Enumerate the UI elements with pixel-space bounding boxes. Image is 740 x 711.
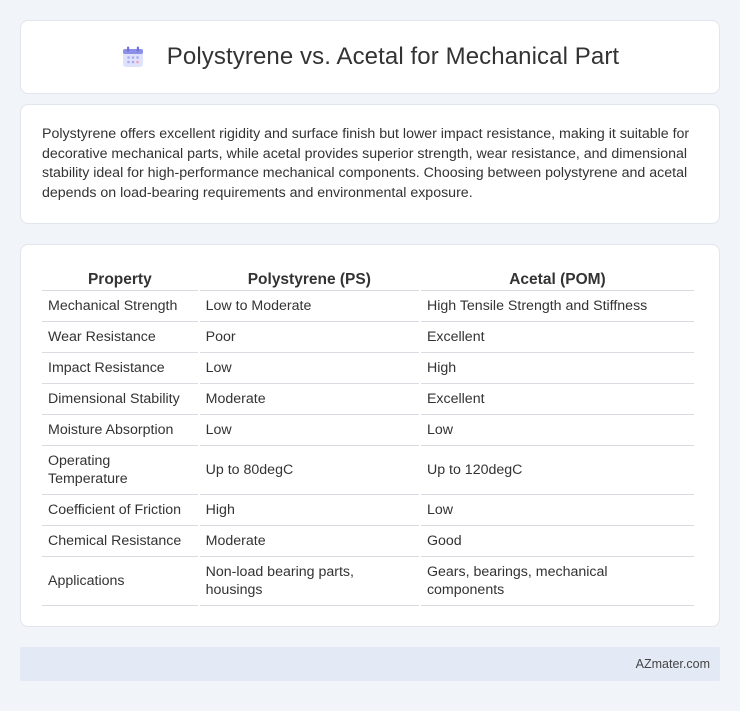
property-cell: Impact Resistance bbox=[42, 353, 198, 384]
property-cell: Moisture Absorption bbox=[42, 415, 198, 446]
property-cell: Operating Temperature bbox=[42, 446, 198, 495]
property-cell: Mechanical Strength bbox=[42, 291, 198, 322]
summary-paragraph: Polystyrene offers excellent rigidity and surface finish but lower impact resistance, making it suitable for decorative mechanical parts, while acetal provides superior strength, wear resistance, and dimensional stability ideal for high-performance mechanical components. Choosing between polystyrene and acetal depends on load-bearing requirements and environmental exposure. bbox=[42, 126, 690, 201]
acetal-cell: Gears, bearings, mechanical components bbox=[421, 557, 694, 606]
table-row bbox=[42, 526, 694, 557]
comparison-table bbox=[40, 263, 696, 606]
header-polystyrene: Polystyrene (PS) bbox=[200, 263, 419, 291]
acetal-cell: Good bbox=[421, 526, 694, 557]
polystyrene-cell: Moderate bbox=[200, 384, 419, 415]
acetal-cell: Low bbox=[421, 495, 694, 526]
table-row bbox=[42, 291, 694, 322]
acetal-cell: High Tensile Strength and Stiffness bbox=[421, 291, 694, 322]
table-row bbox=[42, 446, 694, 495]
polystyrene-cell: Low bbox=[200, 415, 419, 446]
property-cell: Applications bbox=[42, 557, 198, 606]
acetal-cell: Excellent bbox=[421, 322, 694, 353]
acetal-cell: Excellent bbox=[421, 384, 694, 415]
table-header-row bbox=[42, 263, 694, 291]
property-cell: Dimensional Stability bbox=[42, 384, 198, 415]
table-row bbox=[42, 557, 694, 606]
property-cell: Wear Resistance bbox=[42, 322, 198, 353]
table-row bbox=[42, 384, 694, 415]
table-row bbox=[42, 322, 694, 353]
acetal-cell: Low bbox=[421, 415, 694, 446]
page-title: Polystyrene vs. Acetal for Mechanical Part bbox=[166, 43, 620, 70]
acetal-cell: Up to 120degC bbox=[421, 446, 694, 495]
table-row bbox=[42, 415, 694, 446]
polystyrene-cell: Low bbox=[200, 353, 419, 384]
polystyrene-cell: Non-load bearing parts, housings bbox=[200, 557, 419, 606]
property-cell: Coefficient of Friction bbox=[42, 495, 198, 526]
polystyrene-cell: Up to 80degC bbox=[200, 446, 419, 495]
header-acetal: Acetal (POM) bbox=[421, 263, 694, 291]
footer bbox=[20, 647, 720, 681]
comparison-card bbox=[20, 244, 720, 627]
polystyrene-cell: Poor bbox=[200, 322, 419, 353]
polystyrene-cell: Low to Moderate bbox=[200, 291, 419, 322]
acetal-cell: High bbox=[421, 353, 694, 384]
table-row bbox=[42, 353, 694, 384]
polystyrene-cell: Moderate bbox=[200, 526, 419, 557]
title-card bbox=[20, 20, 720, 94]
header-property: Property bbox=[42, 263, 198, 291]
table-row bbox=[42, 495, 694, 526]
polystyrene-cell: High bbox=[200, 495, 419, 526]
calendar-icon bbox=[121, 45, 145, 69]
property-cell: Chemical Resistance bbox=[42, 526, 198, 557]
footer-brand: AZmater.com bbox=[635, 657, 710, 671]
summary-card bbox=[20, 104, 720, 224]
